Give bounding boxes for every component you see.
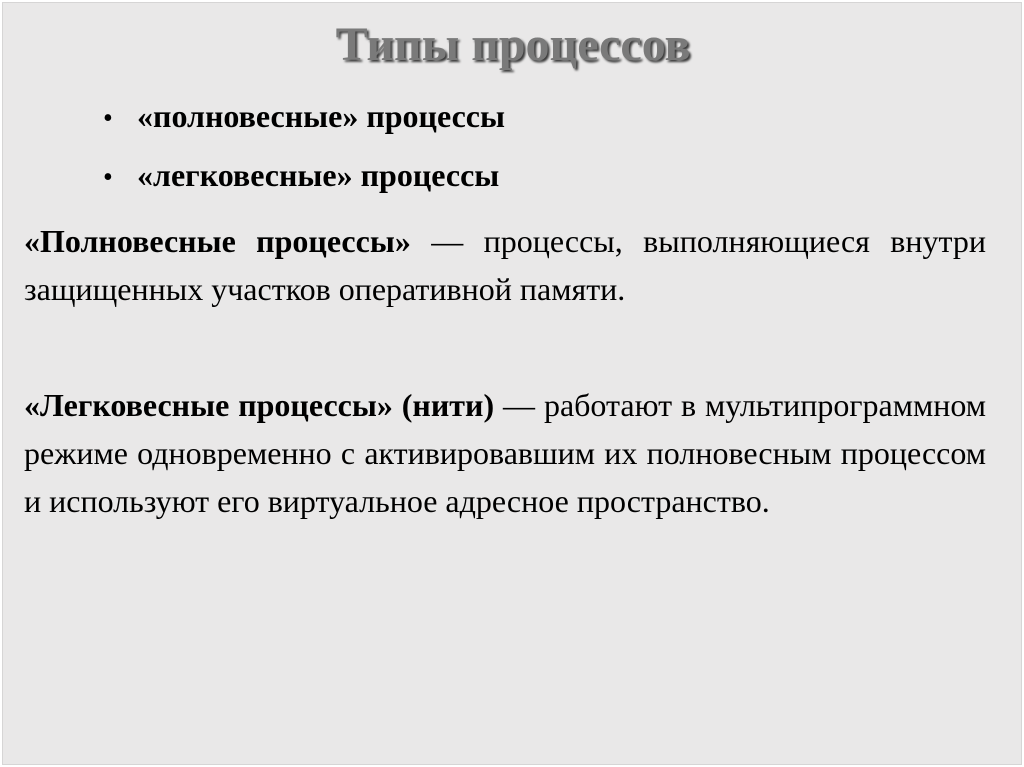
definition-text: — работают в мультипрограммном режиме одновременно с активировавшим их полновесным процессом и используют его виртуальное адресное пространство. <box>24 387 986 519</box>
definition-lightweight <box>24 381 986 525</box>
definition-text: — процессы, выполняющиеся внутри защищенных участков оперативной памяти. <box>24 223 987 307</box>
bullet-text: «полновесные» процессы <box>137 98 505 134</box>
slide-title: Типы процессов <box>335 18 691 71</box>
bullet-item-heavyweight <box>103 97 505 138</box>
bullet-item-lightweight <box>103 156 505 197</box>
definition-term: «Легковесные процессы» (нити) <box>24 387 495 423</box>
definition-heavyweight <box>24 217 986 313</box>
definition-term: «Полновесные процессы» <box>24 223 411 259</box>
bullet-text: «легковесные» процессы <box>137 157 500 193</box>
bullet-dot-icon: • <box>103 103 113 134</box>
bullet-dot-icon: • <box>103 162 113 193</box>
slide <box>2 2 1022 765</box>
bullet-list <box>103 97 505 215</box>
